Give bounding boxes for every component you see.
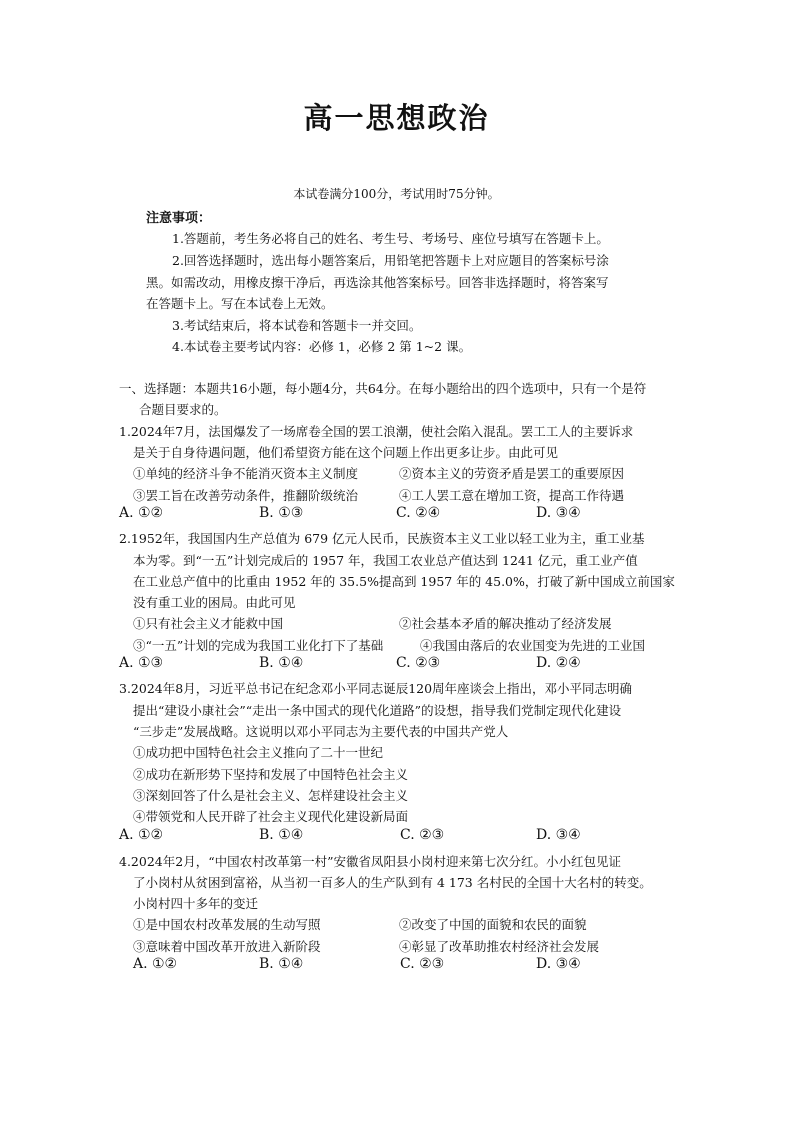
answer-choice: A. ①② bbox=[133, 956, 178, 972]
answer-choice: D. ②④ bbox=[536, 655, 581, 671]
answer-choice: A. ①③ bbox=[119, 655, 164, 671]
answer-choice: C. ②③ bbox=[400, 827, 445, 843]
question-stem: 3.2024年8月，习近平总书记在纪念邓小平同志诞辰120周年座谈会上指出，邓小平同志明确 bbox=[119, 681, 633, 696]
option-item: ③深刻回答了什么是社会主义、怎样建设社会主义 bbox=[133, 788, 409, 803]
answer-choice: A. ①② bbox=[119, 505, 164, 521]
answer-choice: D. ③④ bbox=[536, 505, 581, 521]
answer-choice: B. ①③ bbox=[259, 505, 304, 521]
option-item: ③“一五”计划的完成为我国工业化打下了基础 bbox=[133, 638, 384, 653]
question-stem: 小岗村四十多年的变迁 bbox=[133, 896, 259, 911]
notice-line: 在答题卡上。写在本试卷上无效。 bbox=[146, 296, 334, 311]
option-item: ③意味着中国改革开放进入新阶段 bbox=[133, 939, 321, 954]
option-item: ②社会基本矛盾的解决推动了经济发展 bbox=[399, 616, 612, 631]
answer-choice: C. ②③ bbox=[400, 956, 445, 972]
option-item: ①只有社会主义才能救中国 bbox=[133, 616, 284, 631]
exam-subtitle: 本试卷满分100分，考试用时75分钟。 bbox=[293, 187, 500, 201]
option-item: ②改变了中国的面貌和农民的面貌 bbox=[399, 917, 587, 932]
question-stem: 在工业总产值中的比重由 1952 年的 35.5%提高到 1957 年的 45.0%，打破了新中国成立前国家 bbox=[133, 574, 675, 589]
answer-choice: B. ①④ bbox=[259, 956, 304, 972]
notice-line: 1.答题前，考生务必将自己的姓名、考生号、考场号、座位号填写在答题卡上。 bbox=[172, 231, 609, 246]
option-item: ④彰显了改革助推农村经济社会发展 bbox=[399, 939, 600, 954]
notice-line: 3.考试结束后，将本试卷和答题卡一并交回。 bbox=[172, 318, 422, 333]
page-title: 高一思想政治 bbox=[303, 101, 490, 135]
question-stem: 2.1952年，我国国内生产总值为 679 亿元人民币，民族资本主义工业以轻工业为主，重工业基 bbox=[119, 531, 645, 546]
section-heading: 一、选择题：本题共16小题，每小题4分，共64分。在每小题给出的四个选项中，只有一个是符 bbox=[119, 381, 647, 396]
option-item: ④我国由落后的农业国变为先进的工业国 bbox=[420, 638, 646, 653]
question-stem: 了小岗村从贫困到富裕，从当初一百多人的生产队到有 4 173 名村民的全国十大名村的转变。 bbox=[133, 875, 652, 890]
section-heading-cont: 合题目要求的。 bbox=[139, 402, 227, 417]
notice-heading: 注意事项： bbox=[146, 211, 212, 226]
answer-choice: C. ②④ bbox=[396, 505, 441, 521]
option-item: ②资本主义的劳资矛盾是罢工的重要原因 bbox=[399, 466, 625, 481]
notice-line: 2.回答选择题时，选出每小题答案后，用铅笔把答题卡上对应题目的答案标号涂 bbox=[172, 253, 609, 268]
question-stem: 本为零。到“一五”计划完成后的 1957 年，我国工农业总产值达到 1241 亿元，重工业产值 bbox=[133, 553, 638, 568]
question-stem: 1.2024年7月，法国爆发了一场席卷全国的罢工浪潮，使社会陷入混乱。罢工工人的主要诉求 bbox=[119, 424, 634, 439]
option-item: ①成功把中国特色社会主义推向了二十一世纪 bbox=[133, 745, 384, 760]
option-item: ①单纯的经济斗争不能消灭资本主义制度 bbox=[133, 466, 359, 481]
answer-choice: D. ③④ bbox=[536, 827, 581, 843]
answer-choice: A. ①② bbox=[119, 827, 164, 843]
option-item: ①是中国农村改革发展的生动写照 bbox=[133, 917, 321, 932]
answer-choice: C. ②③ bbox=[396, 655, 441, 671]
answer-choice: B. ①④ bbox=[259, 655, 304, 671]
answer-choice: B. ①④ bbox=[259, 827, 304, 843]
question-stem: 没有重工业的困局。由此可见 bbox=[133, 595, 296, 610]
question-stem: “三步走”发展战略。这说明以邓小平同志为主要代表的中国共产党人 bbox=[133, 724, 509, 739]
option-item: ②成功在新形势下坚持和发展了中国特色社会主义 bbox=[133, 767, 409, 782]
question-stem: 是关于自身待遇问题，他们希望资方能在这个问题上作出更多让步。由此可见 bbox=[133, 445, 559, 460]
answer-choice: D. ③④ bbox=[536, 956, 581, 972]
option-item: ③罢工旨在改善劳动条件，推翻阶级统治 bbox=[133, 488, 359, 503]
option-item: ④带领党和人民开辟了社会主义现代化建设新局面 bbox=[133, 809, 409, 824]
question-stem: 提出“建设小康社会”“走出一条中国式的现代化道路”的设想，指导我们党制定现代化建设 bbox=[133, 703, 622, 718]
notice-line: 黑。如需改动，用橡皮擦干净后，再选涂其他答案标号。回答非选择题时，将答案写 bbox=[146, 275, 609, 290]
option-item: ④工人罢工意在增加工资，提高工作待遇 bbox=[399, 488, 625, 503]
question-stem: 4.2024年2月，“中国农村改革第一村”安徽省凤阳县小岗村迎来第七次分红。小小红包见证 bbox=[119, 854, 621, 869]
notice-line: 4.本试卷主要考试内容：必修 1，必修 2 第 1~2 课。 bbox=[172, 339, 472, 354]
